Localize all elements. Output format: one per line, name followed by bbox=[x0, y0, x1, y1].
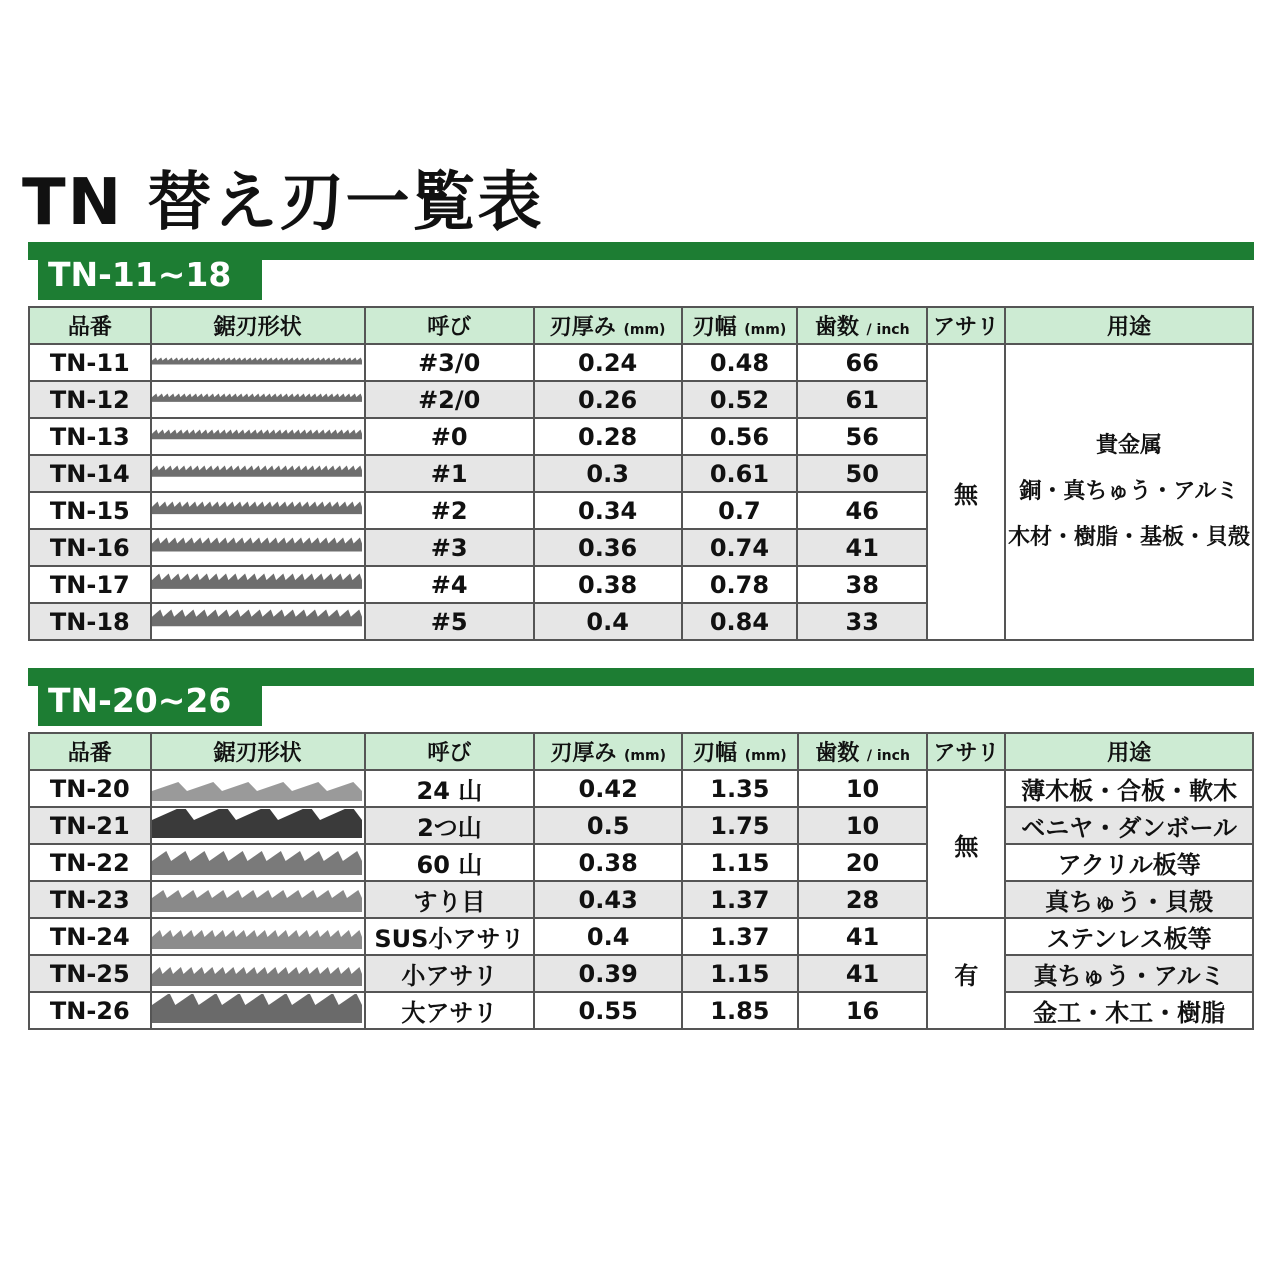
teeth-cell: 10 bbox=[798, 770, 928, 807]
blade-shape-icon bbox=[152, 531, 362, 564]
use-cell: 真ちゅう・貝殻 bbox=[1005, 881, 1253, 918]
thickness-cell: 0.42 bbox=[534, 770, 682, 807]
blade-shape-icon bbox=[152, 494, 362, 527]
blade-shape-icon bbox=[152, 346, 362, 379]
width-cell: 1.15 bbox=[682, 955, 798, 992]
width-cell: 0.78 bbox=[682, 566, 798, 603]
header-part-no: 品番 bbox=[29, 307, 151, 344]
part-no-cell: TN-14 bbox=[29, 455, 151, 492]
set-cell: 無 bbox=[927, 770, 1005, 918]
section-label: TN-11~18 bbox=[38, 250, 262, 300]
spec-table-1 bbox=[28, 306, 1254, 641]
teeth-cell: 33 bbox=[797, 603, 927, 640]
name-cell: #2 bbox=[365, 492, 534, 529]
name-cell: SUS小アサリ bbox=[365, 918, 535, 955]
blade-shape-icon bbox=[152, 420, 362, 453]
part-no-cell: TN-13 bbox=[29, 418, 151, 455]
width-cell: 0.48 bbox=[682, 344, 798, 381]
width-cell: 0.52 bbox=[682, 381, 798, 418]
header-teeth: 歯数 / inch bbox=[798, 733, 928, 770]
header-width: 刃幅 (mm) bbox=[682, 307, 798, 344]
part-no-cell: TN-18 bbox=[29, 603, 151, 640]
teeth-cell: 41 bbox=[797, 529, 927, 566]
thickness-cell: 0.4 bbox=[534, 603, 682, 640]
name-cell: 24 山 bbox=[365, 770, 535, 807]
name-cell: #1 bbox=[365, 455, 534, 492]
teeth-cell: 16 bbox=[798, 992, 928, 1029]
name-cell: #3 bbox=[365, 529, 534, 566]
blade-shape-cell bbox=[151, 770, 365, 807]
width-cell: 0.61 bbox=[682, 455, 798, 492]
table-row bbox=[29, 881, 1253, 918]
part-no-cell: TN-12 bbox=[29, 381, 151, 418]
part-no-cell: TN-11 bbox=[29, 344, 151, 381]
width-cell: 1.15 bbox=[682, 844, 798, 881]
use-line: 貴金属 bbox=[1095, 433, 1162, 458]
blade-shape-icon bbox=[152, 383, 362, 416]
blade-shape-icon bbox=[152, 846, 362, 879]
name-cell: 小アサリ bbox=[365, 955, 535, 992]
width-cell: 1.75 bbox=[682, 807, 798, 844]
header-set: アサリ bbox=[927, 307, 1005, 344]
thickness-cell: 0.43 bbox=[534, 881, 682, 918]
blade-shape-icon bbox=[152, 920, 362, 953]
name-cell: 60 山 bbox=[365, 844, 535, 881]
section-label: TN-20~26 bbox=[38, 676, 262, 726]
name-cell: すり目 bbox=[365, 881, 535, 918]
blade-shape-cell bbox=[151, 807, 365, 844]
table-row bbox=[29, 918, 1253, 955]
blade-shape-cell bbox=[151, 529, 365, 566]
use-line: 銅・真ちゅう・アルミ bbox=[1019, 479, 1239, 504]
teeth-cell: 38 bbox=[797, 566, 927, 603]
width-cell: 1.37 bbox=[682, 881, 798, 918]
thickness-cell: 0.24 bbox=[534, 344, 682, 381]
header-use: 用途 bbox=[1005, 307, 1253, 344]
teeth-cell: 28 bbox=[798, 881, 928, 918]
width-cell: 1.35 bbox=[682, 770, 798, 807]
teeth-cell: 10 bbox=[798, 807, 928, 844]
thickness-cell: 0.28 bbox=[534, 418, 682, 455]
thickness-cell: 0.4 bbox=[534, 918, 682, 955]
blade-shape-cell bbox=[151, 955, 365, 992]
table-row bbox=[29, 955, 1253, 992]
header-name: 呼び bbox=[365, 307, 534, 344]
part-no-cell: TN-22 bbox=[29, 844, 151, 881]
teeth-cell: 41 bbox=[798, 955, 928, 992]
header-set: アサリ bbox=[927, 733, 1005, 770]
blade-shape-icon bbox=[152, 457, 362, 490]
teeth-cell: 46 bbox=[797, 492, 927, 529]
header-width: 刃幅 (mm) bbox=[682, 733, 798, 770]
part-no-cell: TN-15 bbox=[29, 492, 151, 529]
thickness-cell: 0.39 bbox=[534, 955, 682, 992]
thickness-cell: 0.34 bbox=[534, 492, 682, 529]
name-cell: 2つ山 bbox=[365, 807, 535, 844]
blade-shape-cell bbox=[151, 492, 365, 529]
header-part-no: 品番 bbox=[29, 733, 151, 770]
part-no-cell: TN-17 bbox=[29, 566, 151, 603]
part-no-cell: TN-20 bbox=[29, 770, 151, 807]
part-no-cell: TN-21 bbox=[29, 807, 151, 844]
table-row bbox=[29, 770, 1253, 807]
teeth-cell: 61 bbox=[797, 381, 927, 418]
teeth-cell: 41 bbox=[798, 918, 928, 955]
use-cell: ベニヤ・ダンボール bbox=[1005, 807, 1253, 844]
blade-shape-icon bbox=[152, 883, 362, 916]
teeth-cell: 50 bbox=[797, 455, 927, 492]
blade-shape-icon bbox=[152, 809, 362, 842]
header-row bbox=[29, 733, 1253, 770]
header-teeth: 歯数 / inch bbox=[797, 307, 927, 344]
blade-shape-cell bbox=[151, 992, 365, 1029]
blade-shape-cell bbox=[151, 418, 365, 455]
teeth-cell: 56 bbox=[797, 418, 927, 455]
header-use: 用途 bbox=[1005, 733, 1253, 770]
header-shape: 鋸刃形状 bbox=[151, 307, 365, 344]
part-no-cell: TN-16 bbox=[29, 529, 151, 566]
teeth-cell: 20 bbox=[798, 844, 928, 881]
width-cell: 0.56 bbox=[682, 418, 798, 455]
thickness-cell: 0.36 bbox=[534, 529, 682, 566]
blade-shape-icon bbox=[152, 957, 362, 990]
width-cell: 1.85 bbox=[682, 992, 798, 1029]
blade-shape-cell bbox=[151, 918, 365, 955]
table-row bbox=[29, 992, 1253, 1029]
thickness-cell: 0.38 bbox=[534, 566, 682, 603]
set-cell: 無 bbox=[927, 344, 1005, 640]
width-cell: 1.37 bbox=[682, 918, 798, 955]
name-cell: #0 bbox=[365, 418, 534, 455]
set-cell: 有 bbox=[927, 918, 1005, 1029]
name-cell: #5 bbox=[365, 603, 534, 640]
header-thickness: 刃厚み (mm) bbox=[534, 307, 682, 344]
width-cell: 0.84 bbox=[682, 603, 798, 640]
use-cell: ステンレス板等 bbox=[1005, 918, 1253, 955]
part-no-cell: TN-25 bbox=[29, 955, 151, 992]
thickness-cell: 0.26 bbox=[534, 381, 682, 418]
name-cell: #2/0 bbox=[365, 381, 534, 418]
blade-shape-icon bbox=[152, 994, 362, 1027]
spec-table-2 bbox=[28, 732, 1254, 1030]
part-no-cell: TN-26 bbox=[29, 992, 151, 1029]
blade-shape-cell bbox=[151, 603, 365, 640]
use-line: 木材・樹脂・基板・貝殻 bbox=[1007, 525, 1250, 550]
table-row bbox=[29, 807, 1253, 844]
thickness-cell: 0.3 bbox=[534, 455, 682, 492]
blade-shape-icon bbox=[152, 568, 362, 601]
header-thickness: 刃厚み (mm) bbox=[534, 733, 682, 770]
blade-shape-cell bbox=[151, 344, 365, 381]
thickness-cell: 0.5 bbox=[534, 807, 682, 844]
name-cell: 大アサリ bbox=[365, 992, 535, 1029]
thickness-cell: 0.55 bbox=[534, 992, 682, 1029]
blade-shape-cell bbox=[151, 881, 365, 918]
name-cell: #3/0 bbox=[365, 344, 534, 381]
use-cell: 真ちゅう・アルミ bbox=[1005, 955, 1253, 992]
use-cell: アクリル板等 bbox=[1005, 844, 1253, 881]
header-row bbox=[29, 307, 1253, 344]
name-cell: #4 bbox=[365, 566, 534, 603]
page-title: TN 替え刃一覧表 bbox=[22, 166, 544, 240]
thickness-cell: 0.38 bbox=[534, 844, 682, 881]
use-cell bbox=[1005, 344, 1253, 640]
header-name: 呼び bbox=[365, 733, 535, 770]
part-no-cell: TN-23 bbox=[29, 881, 151, 918]
table-row bbox=[29, 344, 1253, 381]
blade-shape-cell bbox=[151, 844, 365, 881]
width-cell: 0.74 bbox=[682, 529, 798, 566]
blade-shape-cell bbox=[151, 455, 365, 492]
use-cell: 薄木板・合板・軟木 bbox=[1005, 770, 1253, 807]
header-shape: 鋸刃形状 bbox=[151, 733, 365, 770]
blade-shape-icon bbox=[152, 772, 362, 805]
blade-shape-icon bbox=[152, 605, 362, 638]
use-cell: 金工・木工・樹脂 bbox=[1005, 992, 1253, 1029]
teeth-cell: 66 bbox=[797, 344, 927, 381]
table-row bbox=[29, 844, 1253, 881]
part-no-cell: TN-24 bbox=[29, 918, 151, 955]
blade-shape-cell bbox=[151, 381, 365, 418]
blade-shape-cell bbox=[151, 566, 365, 603]
width-cell: 0.7 bbox=[682, 492, 798, 529]
